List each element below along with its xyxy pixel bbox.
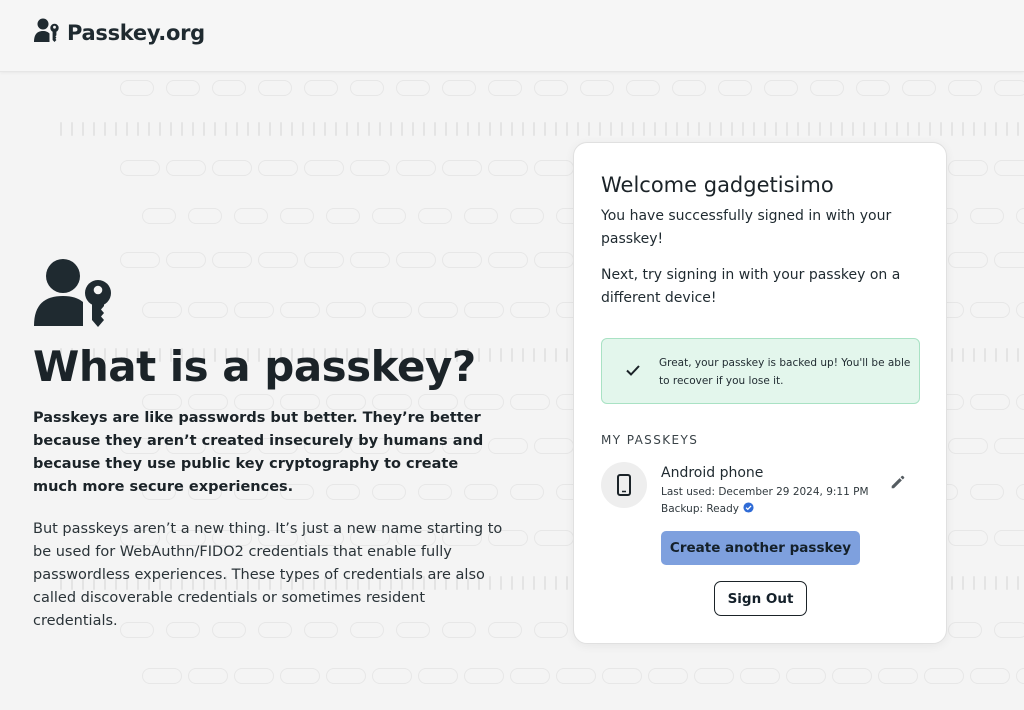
background-pill	[372, 668, 412, 684]
background-dash	[654, 122, 656, 136]
background-dash	[555, 348, 557, 362]
hero-body-paragraph: But passkeys aren’t a new thing. It’s just a new name starting to be used for WebAuthn/FIDO2 credentials that enable fully passwordless experiences. These types of credentials are also called discoverable credentials or sometimes resident credentials.	[33, 521, 503, 629]
background-pill	[488, 252, 528, 268]
background-dash	[148, 122, 150, 136]
hero-lead-paragraph: Passkeys are like passwords but better. They’re better because they aren’t created insecurely by humans and because they use public key cryptography to create much more secure experiences.	[33, 410, 484, 495]
background-pill	[142, 302, 182, 318]
background-dash	[995, 348, 997, 362]
background-dash	[500, 348, 502, 362]
background-dash	[434, 122, 436, 136]
background-pill	[326, 668, 366, 684]
background-pill	[948, 80, 982, 96]
background-pill	[372, 208, 406, 224]
background-pill	[556, 668, 596, 684]
background-dash	[544, 576, 546, 590]
create-passkey-button[interactable]: Create another passkey	[661, 531, 860, 565]
background-dash	[390, 122, 392, 136]
background-dash	[115, 122, 117, 136]
background-pill	[120, 80, 154, 96]
background-pill	[396, 80, 430, 96]
background-pill	[212, 252, 252, 268]
background-dash	[489, 122, 491, 136]
background-pill	[304, 252, 344, 268]
background-dash	[731, 122, 733, 136]
background-pill	[488, 80, 522, 96]
background-dash	[1017, 348, 1019, 362]
background-pill	[442, 80, 476, 96]
background-pill	[166, 80, 200, 96]
background-pill	[488, 160, 528, 176]
background-pill	[672, 80, 706, 96]
background-pill	[856, 80, 890, 96]
background-pill	[718, 80, 752, 96]
alert-text: Great, your passkey is backed up! You'll be able to recover if you lose it.	[659, 357, 911, 387]
background-pill	[1016, 668, 1024, 684]
background-pill	[418, 302, 458, 318]
background-dash	[522, 576, 524, 590]
background-pill	[626, 80, 660, 96]
passkey-backup-status	[661, 502, 754, 516]
background-pill	[534, 438, 574, 454]
background-pill	[212, 80, 246, 96]
background-dash	[830, 122, 832, 136]
background-dash	[456, 122, 458, 136]
background-dash	[401, 122, 403, 136]
background-pill	[948, 530, 988, 546]
backup-success-alert	[601, 338, 920, 404]
background-pill	[120, 252, 160, 268]
background-pill	[534, 252, 574, 268]
background-dash	[258, 122, 260, 136]
background-dash	[566, 122, 568, 136]
background-pill	[534, 80, 568, 96]
check-icon	[624, 361, 642, 379]
background-dash	[742, 122, 744, 136]
background-pill	[234, 668, 274, 684]
background-pill	[234, 302, 274, 318]
background-dash	[533, 348, 535, 362]
background-dash	[643, 122, 645, 136]
passkey-last-used: Last used: December 29 2024, 9:11 PM	[661, 486, 869, 498]
background-pill	[142, 668, 182, 684]
background-pill	[166, 160, 206, 176]
verified-check-icon	[743, 502, 754, 516]
background-dash	[82, 122, 84, 136]
background-pill	[924, 668, 964, 684]
sign-out-button[interactable]: Sign Out	[714, 581, 807, 616]
background-pill	[602, 668, 642, 684]
next-step-message: Next, try signing in with your passkey on a different device!	[601, 267, 901, 306]
background-pill	[280, 668, 320, 684]
background-pill	[1016, 208, 1024, 224]
background-pill	[534, 160, 574, 176]
background-pill	[970, 208, 1004, 224]
background-dash	[357, 122, 359, 136]
background-pill	[120, 160, 160, 176]
background-dash	[764, 122, 766, 136]
background-pill	[878, 668, 918, 684]
background-pill	[464, 302, 504, 318]
background-pill	[464, 668, 504, 684]
background-dash	[137, 122, 139, 136]
background-dash	[159, 122, 161, 136]
background-pill	[948, 252, 988, 268]
background-dash	[1017, 576, 1019, 590]
background-dash	[962, 576, 964, 590]
background-dash	[676, 122, 678, 136]
background-pill	[648, 668, 688, 684]
background-pill	[948, 622, 982, 638]
background-pill	[188, 208, 222, 224]
background-dash	[984, 576, 986, 590]
background-pill	[694, 668, 734, 684]
background-dash	[566, 576, 568, 590]
background-pill	[188, 668, 228, 684]
background-pill	[1016, 394, 1024, 410]
background-dash	[896, 122, 898, 136]
background-dash	[929, 122, 931, 136]
background-pill	[1016, 484, 1024, 500]
background-pill	[740, 668, 780, 684]
background-dash	[423, 122, 425, 136]
background-dash	[907, 122, 909, 136]
background-dash	[467, 122, 469, 136]
background-dash	[533, 576, 535, 590]
background-dash	[313, 122, 315, 136]
background-dash	[951, 576, 953, 590]
background-dash	[1017, 122, 1019, 136]
background-pill	[372, 302, 412, 318]
background-dash	[192, 122, 194, 136]
background-dash	[544, 122, 546, 136]
background-pill	[534, 622, 568, 638]
background-dash	[203, 122, 205, 136]
background-dash	[841, 122, 843, 136]
background-dash	[500, 122, 502, 136]
background-pill	[350, 252, 390, 268]
background-dash	[874, 122, 876, 136]
user-key-icon	[34, 256, 114, 328]
background-pill	[304, 80, 338, 96]
success-message: You have successfully signed in with your passkey!	[601, 208, 892, 247]
background-dash	[632, 122, 634, 136]
background-dash	[346, 122, 348, 136]
background-dash	[819, 122, 821, 136]
background-dash	[478, 122, 480, 136]
background-pill	[970, 394, 1010, 410]
background-dash	[522, 122, 524, 136]
background-pill	[350, 80, 384, 96]
background-pill	[580, 80, 614, 96]
background-dash	[951, 348, 953, 362]
background-dash	[962, 122, 964, 136]
passkey-name: Android phone	[661, 465, 764, 481]
background-dash	[379, 122, 381, 136]
background-pill	[464, 208, 498, 224]
background-pill	[948, 438, 988, 454]
background-pill	[994, 160, 1024, 176]
background-dash	[214, 122, 216, 136]
background-pill	[326, 302, 366, 318]
background-dash	[918, 122, 920, 136]
background-pill	[396, 252, 436, 268]
background-dash	[852, 122, 854, 136]
background-dash	[126, 122, 128, 136]
background-dash	[1006, 122, 1008, 136]
edit-passkey-button[interactable]	[887, 473, 909, 495]
background-pill	[442, 160, 482, 176]
background-dash	[973, 122, 975, 136]
background-pill	[258, 160, 298, 176]
background-pill	[786, 668, 826, 684]
background-pill	[994, 438, 1024, 454]
background-pill	[534, 530, 574, 546]
background-pill	[970, 668, 1010, 684]
background-pill	[994, 530, 1024, 546]
background-pill	[350, 160, 390, 176]
background-pill	[442, 252, 482, 268]
background-dash	[885, 122, 887, 136]
background-dash	[445, 122, 447, 136]
background-dash	[489, 348, 491, 362]
background-dash	[511, 122, 513, 136]
background-pill	[418, 208, 452, 224]
background-pill	[948, 160, 988, 176]
background-dash	[511, 348, 513, 362]
background-dash	[522, 348, 524, 362]
background-dash	[324, 122, 326, 136]
background-dash	[247, 122, 249, 136]
background-pill	[994, 80, 1024, 96]
background-dash	[863, 122, 865, 136]
background-pill	[970, 302, 1010, 318]
background-dash	[335, 122, 337, 136]
background-pill	[234, 208, 268, 224]
background-pill	[510, 394, 550, 410]
background-pill	[326, 208, 360, 224]
background-pill	[902, 80, 936, 96]
background-dash	[71, 122, 73, 136]
background-dash	[577, 122, 579, 136]
background-dash	[621, 122, 623, 136]
background-pill	[258, 80, 292, 96]
background-dash	[412, 122, 414, 136]
background-dash	[951, 122, 953, 136]
background-pill	[832, 668, 872, 684]
background-dash	[797, 122, 799, 136]
background-pill	[142, 208, 176, 224]
background-dash	[236, 122, 238, 136]
background-dash	[93, 122, 95, 136]
passkey-backup-text: Backup: Ready	[661, 503, 739, 515]
background-dash	[720, 122, 722, 136]
background-dash	[940, 122, 942, 136]
background-pill	[166, 252, 206, 268]
user-key-icon	[33, 17, 61, 49]
welcome-heading: Welcome gadgetisimo	[601, 173, 834, 197]
background-dash	[555, 576, 557, 590]
site-logo-link[interactable]	[33, 16, 205, 50]
background-dash	[181, 122, 183, 136]
background-dash	[775, 122, 777, 136]
background-pill	[396, 160, 436, 176]
background-pill	[1016, 302, 1024, 318]
background-dash	[533, 122, 535, 136]
background-pill	[810, 80, 844, 96]
background-dash	[753, 122, 755, 136]
background-pill	[994, 622, 1024, 638]
background-pill	[764, 80, 798, 96]
background-pill	[510, 208, 544, 224]
background-dash	[368, 122, 370, 136]
background-dash	[995, 576, 997, 590]
background-dash	[588, 122, 590, 136]
background-dash	[599, 122, 601, 136]
background-dash	[610, 122, 612, 136]
background-dash	[1006, 348, 1008, 362]
background-dash	[973, 348, 975, 362]
my-passkeys-label: MY PASSKEYS	[601, 433, 699, 447]
background-dash	[984, 122, 986, 136]
background-pill	[970, 484, 1004, 500]
background-dash	[511, 576, 513, 590]
pencil-icon	[889, 473, 907, 495]
background-dash	[995, 122, 997, 136]
background-dash	[962, 348, 964, 362]
background-dash	[555, 122, 557, 136]
background-dash	[973, 576, 975, 590]
background-dash	[280, 122, 282, 136]
background-dash	[478, 348, 480, 362]
background-dash	[302, 122, 304, 136]
background-pill	[258, 252, 298, 268]
background-pill	[280, 302, 320, 318]
phone-icon	[601, 462, 647, 508]
background-dash	[291, 122, 293, 136]
site-header	[0, 0, 1024, 72]
background-dash	[709, 122, 711, 136]
background-dash	[225, 122, 227, 136]
background-dash	[808, 122, 810, 136]
background-dash	[698, 122, 700, 136]
background-dash	[687, 122, 689, 136]
background-pill	[188, 302, 228, 318]
background-dash	[104, 122, 106, 136]
background-dash	[60, 122, 62, 136]
background-dash	[544, 348, 546, 362]
background-pill	[510, 484, 544, 500]
background-dash	[665, 122, 667, 136]
background-dash	[170, 122, 172, 136]
background-pill	[418, 668, 458, 684]
background-pill	[510, 668, 550, 684]
logo-text: Passkey.org	[67, 21, 205, 45]
background-dash	[269, 122, 271, 136]
account-card	[573, 142, 947, 644]
background-dash	[566, 348, 568, 362]
background-dash	[786, 122, 788, 136]
background-pill	[304, 160, 344, 176]
background-dash	[1006, 576, 1008, 590]
background-pill	[212, 160, 252, 176]
background-pill	[280, 208, 314, 224]
hero-title: What is a passkey?	[33, 342, 476, 391]
background-pill	[510, 302, 550, 318]
background-dash	[984, 348, 986, 362]
background-pill	[994, 252, 1024, 268]
